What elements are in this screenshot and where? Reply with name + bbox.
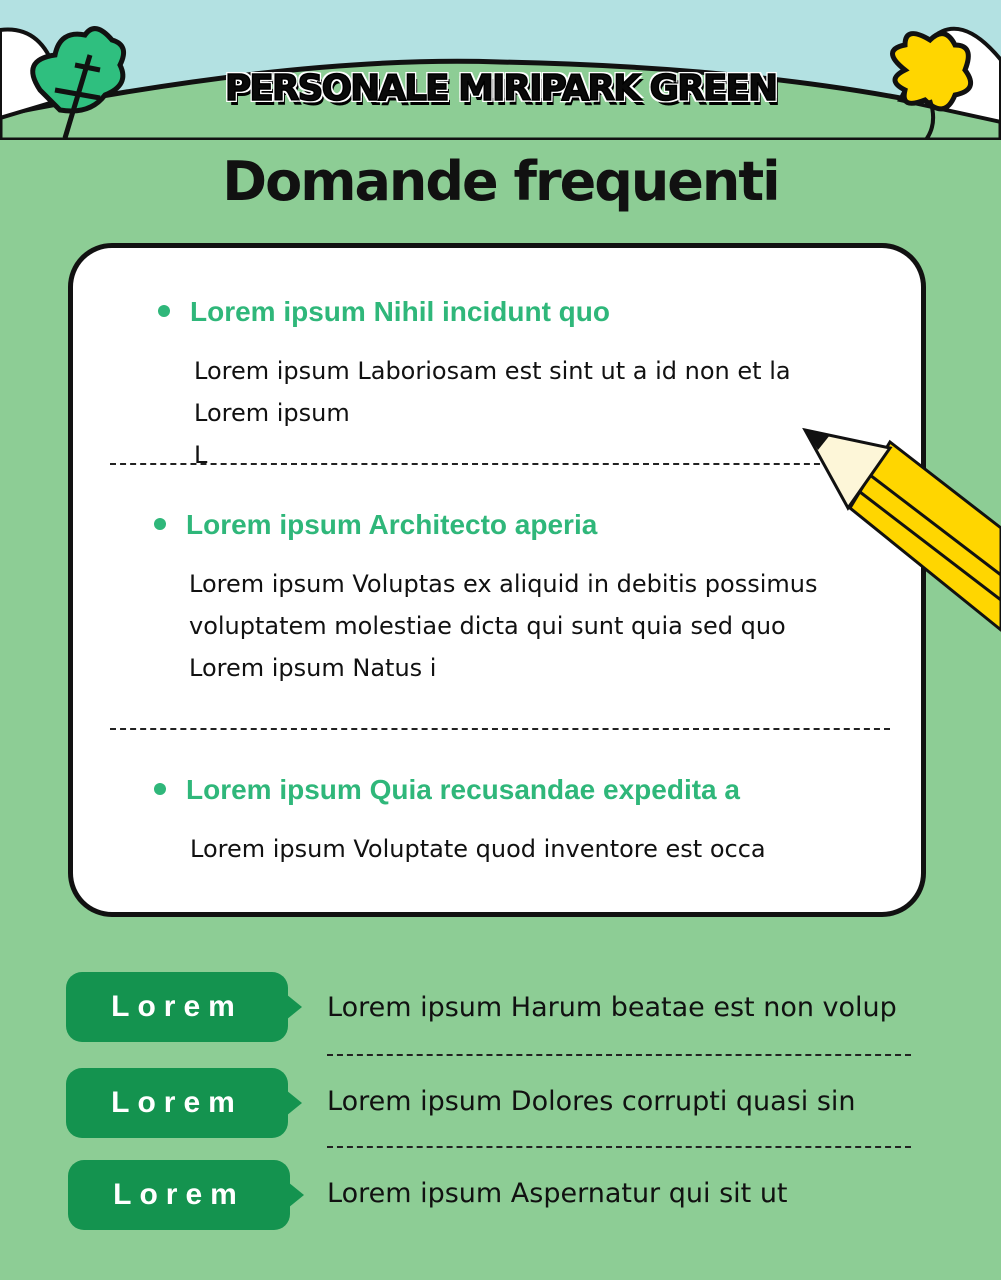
faq-answer: Lorem ipsum Voluptate quod inventore est occa [190,835,766,863]
divider [110,728,890,730]
pencil-icon [800,420,1001,640]
tag-button[interactable]: Lorem [66,972,288,1042]
divider [327,1054,911,1056]
page-title: Domande frequenti [222,150,779,213]
faq-question[interactable]: Lorem ipsum Nihil incidunt quo [158,296,610,328]
divider [327,1146,911,1148]
tag-text: Lorem ipsum Aspernatur qui sit ut [327,1178,788,1209]
faq-question[interactable]: Lorem ipsum Quia recusandae expedita a [154,774,740,806]
tag-button[interactable]: Lorem [66,1068,288,1138]
bullet-icon [158,305,170,317]
tag-text: Lorem ipsum Dolores corrupti quasi sin [327,1086,856,1117]
tag-text: Lorem ipsum Harum beatae est non volup [327,992,897,1023]
faq-answer: Lorem ipsum Voluptas ex aliquid in debitis possimus voluptatem molestiae dicta qui sunt quia sed quo Lorem ipsum Natus i [189,570,818,682]
tag-button[interactable]: Lorem [68,1160,290,1230]
faq-answer: Lorem ipsum Laboriosam est sint ut a id non et la Lorem ipsum L [194,357,791,469]
bullet-icon [154,518,166,530]
faq-question[interactable]: Lorem ipsum Architecto aperia [154,509,597,541]
bullet-icon [154,783,166,795]
banner-title: PERSONALE MIRIPARK GREEN [224,68,777,109]
divider [110,463,830,465]
